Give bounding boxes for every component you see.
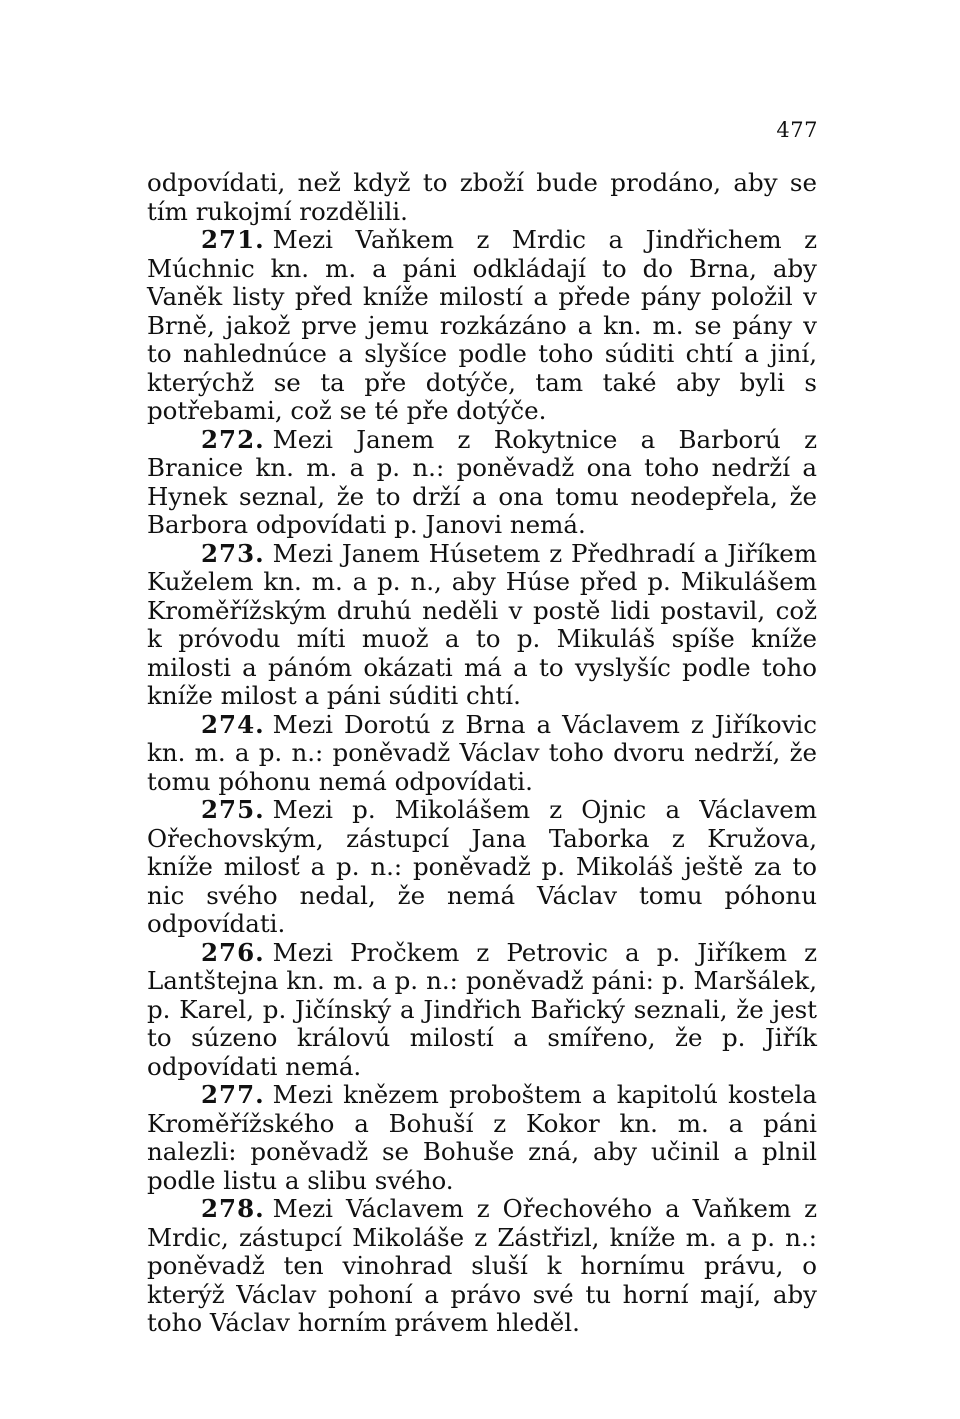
- paragraph-text: odpovídati, než když to zboží bude prodáno, aby se tím rukojmí rozdělili.: [147, 168, 817, 226]
- paragraph-text: Mezi Václavem z Ořechového a Vaňkem z Mrdic, zástupcí Mikoláše z Zástřizl, kníže m. a p. n.: poněvadž ten vinohrad sluší k hornímu právu, o kterýž Václav pohoní a právo své tu horní mají, aby toho Václav horním právem hleděl.: [147, 1194, 817, 1337]
- paragraph-number: 271.: [201, 225, 265, 254]
- paragraph-number: 272.: [201, 424, 265, 454]
- paragraph-278: [147, 1195, 817, 1338]
- paragraph-continuation: [147, 169, 817, 226]
- paragraph-text: Mezi Janem Húsetem z Předhradí a Jiříkem Kuželem kn. m. a p. n., aby Húse před p. Mikulášem Kroměřížským druhú neděli v postě lidi postavil, což k próvodu míti muož a to p. Mikuláš spíše kníže milosti a pánóm okázati má a to vyslyšíc podle toho kníže milost a páni súditi chtí.: [147, 538, 817, 710]
- paragraph-text: Mezi p. Mikolášem z Ojnic a Václavem Ořechovským, zástupcí Jana Taborka z Kružova, kníže milosť a p. n.: poněvadž p. Mikoláš ještě za to nic svého nedal, že nemá Václav tomu póhonu odpovídati.: [147, 795, 817, 938]
- page-number: 477: [776, 118, 818, 142]
- paragraph-number: 273.: [201, 538, 265, 568]
- paragraph-274: [147, 711, 817, 797]
- paragraph-number: 276.: [201, 937, 265, 967]
- paragraph-271: [147, 226, 817, 426]
- text-body: [147, 169, 817, 1338]
- paragraph-275: [147, 796, 817, 939]
- paragraph-272: [147, 426, 817, 540]
- paragraph-number: 277.: [201, 1080, 265, 1109]
- paragraph-273: [147, 540, 817, 711]
- paragraph-text: Mezi Pročkem z Petrovic a p. Jiříkem z Lantštejna kn. m. a p. n.: poněvadž páni: p. Maršálek, p. Karel, p. Jičínský a Jindřich Bařický seznali, že jest to súzeno královú milostí a smířeno, že p. Jiřík odpovídati nemá.: [147, 937, 817, 1081]
- paragraph-number: 275.: [201, 795, 265, 824]
- paragraph-text: Mezi Janem z Rokytnice a Barború z Branice kn. m. a p. n.: poněvadž ona toho nedrží a Hynek seznal, že to drží a ona tomu neodepřela, že Barbora odpovídati p. Janovi nemá.: [147, 424, 817, 539]
- paragraph-text: Mezi Dorotú z Brna a Václavem z Jiříkovic kn. m. a p. n.: poněvadž Václav toho dvoru nedrží, že tomu póhonu nemá odpovídati.: [147, 709, 817, 796]
- paragraph-277: [147, 1081, 817, 1195]
- paragraph-number: 278.: [201, 1194, 265, 1223]
- paragraph-number: 274.: [201, 709, 265, 739]
- paragraph-text: Mezi Vaňkem z Mrdic a Jindřichem z Múchnic kn. m. a páni odkládají to do Brna, aby Vaněk listy před kníže milostí a přede pány položil v Brně, jakož prve jemu rozkázáno a kn. m. se pány v to nahlednúce a slyšíce podle toho súditi chtí a jiní, kterýchž se ta pře dotýče, tam také aby byli s potřebami, což se té pře dotýče.: [147, 225, 817, 425]
- paragraph-text: Mezi knězem proboštem a kapitolú kostela Kroměřížského a Bohuší z Kokor kn. m. a páni nalezli: poněvadž se Bohuše zná, aby učinil a plnil podle listu a slibu svého.: [147, 1080, 817, 1195]
- paragraph-276: [147, 939, 817, 1082]
